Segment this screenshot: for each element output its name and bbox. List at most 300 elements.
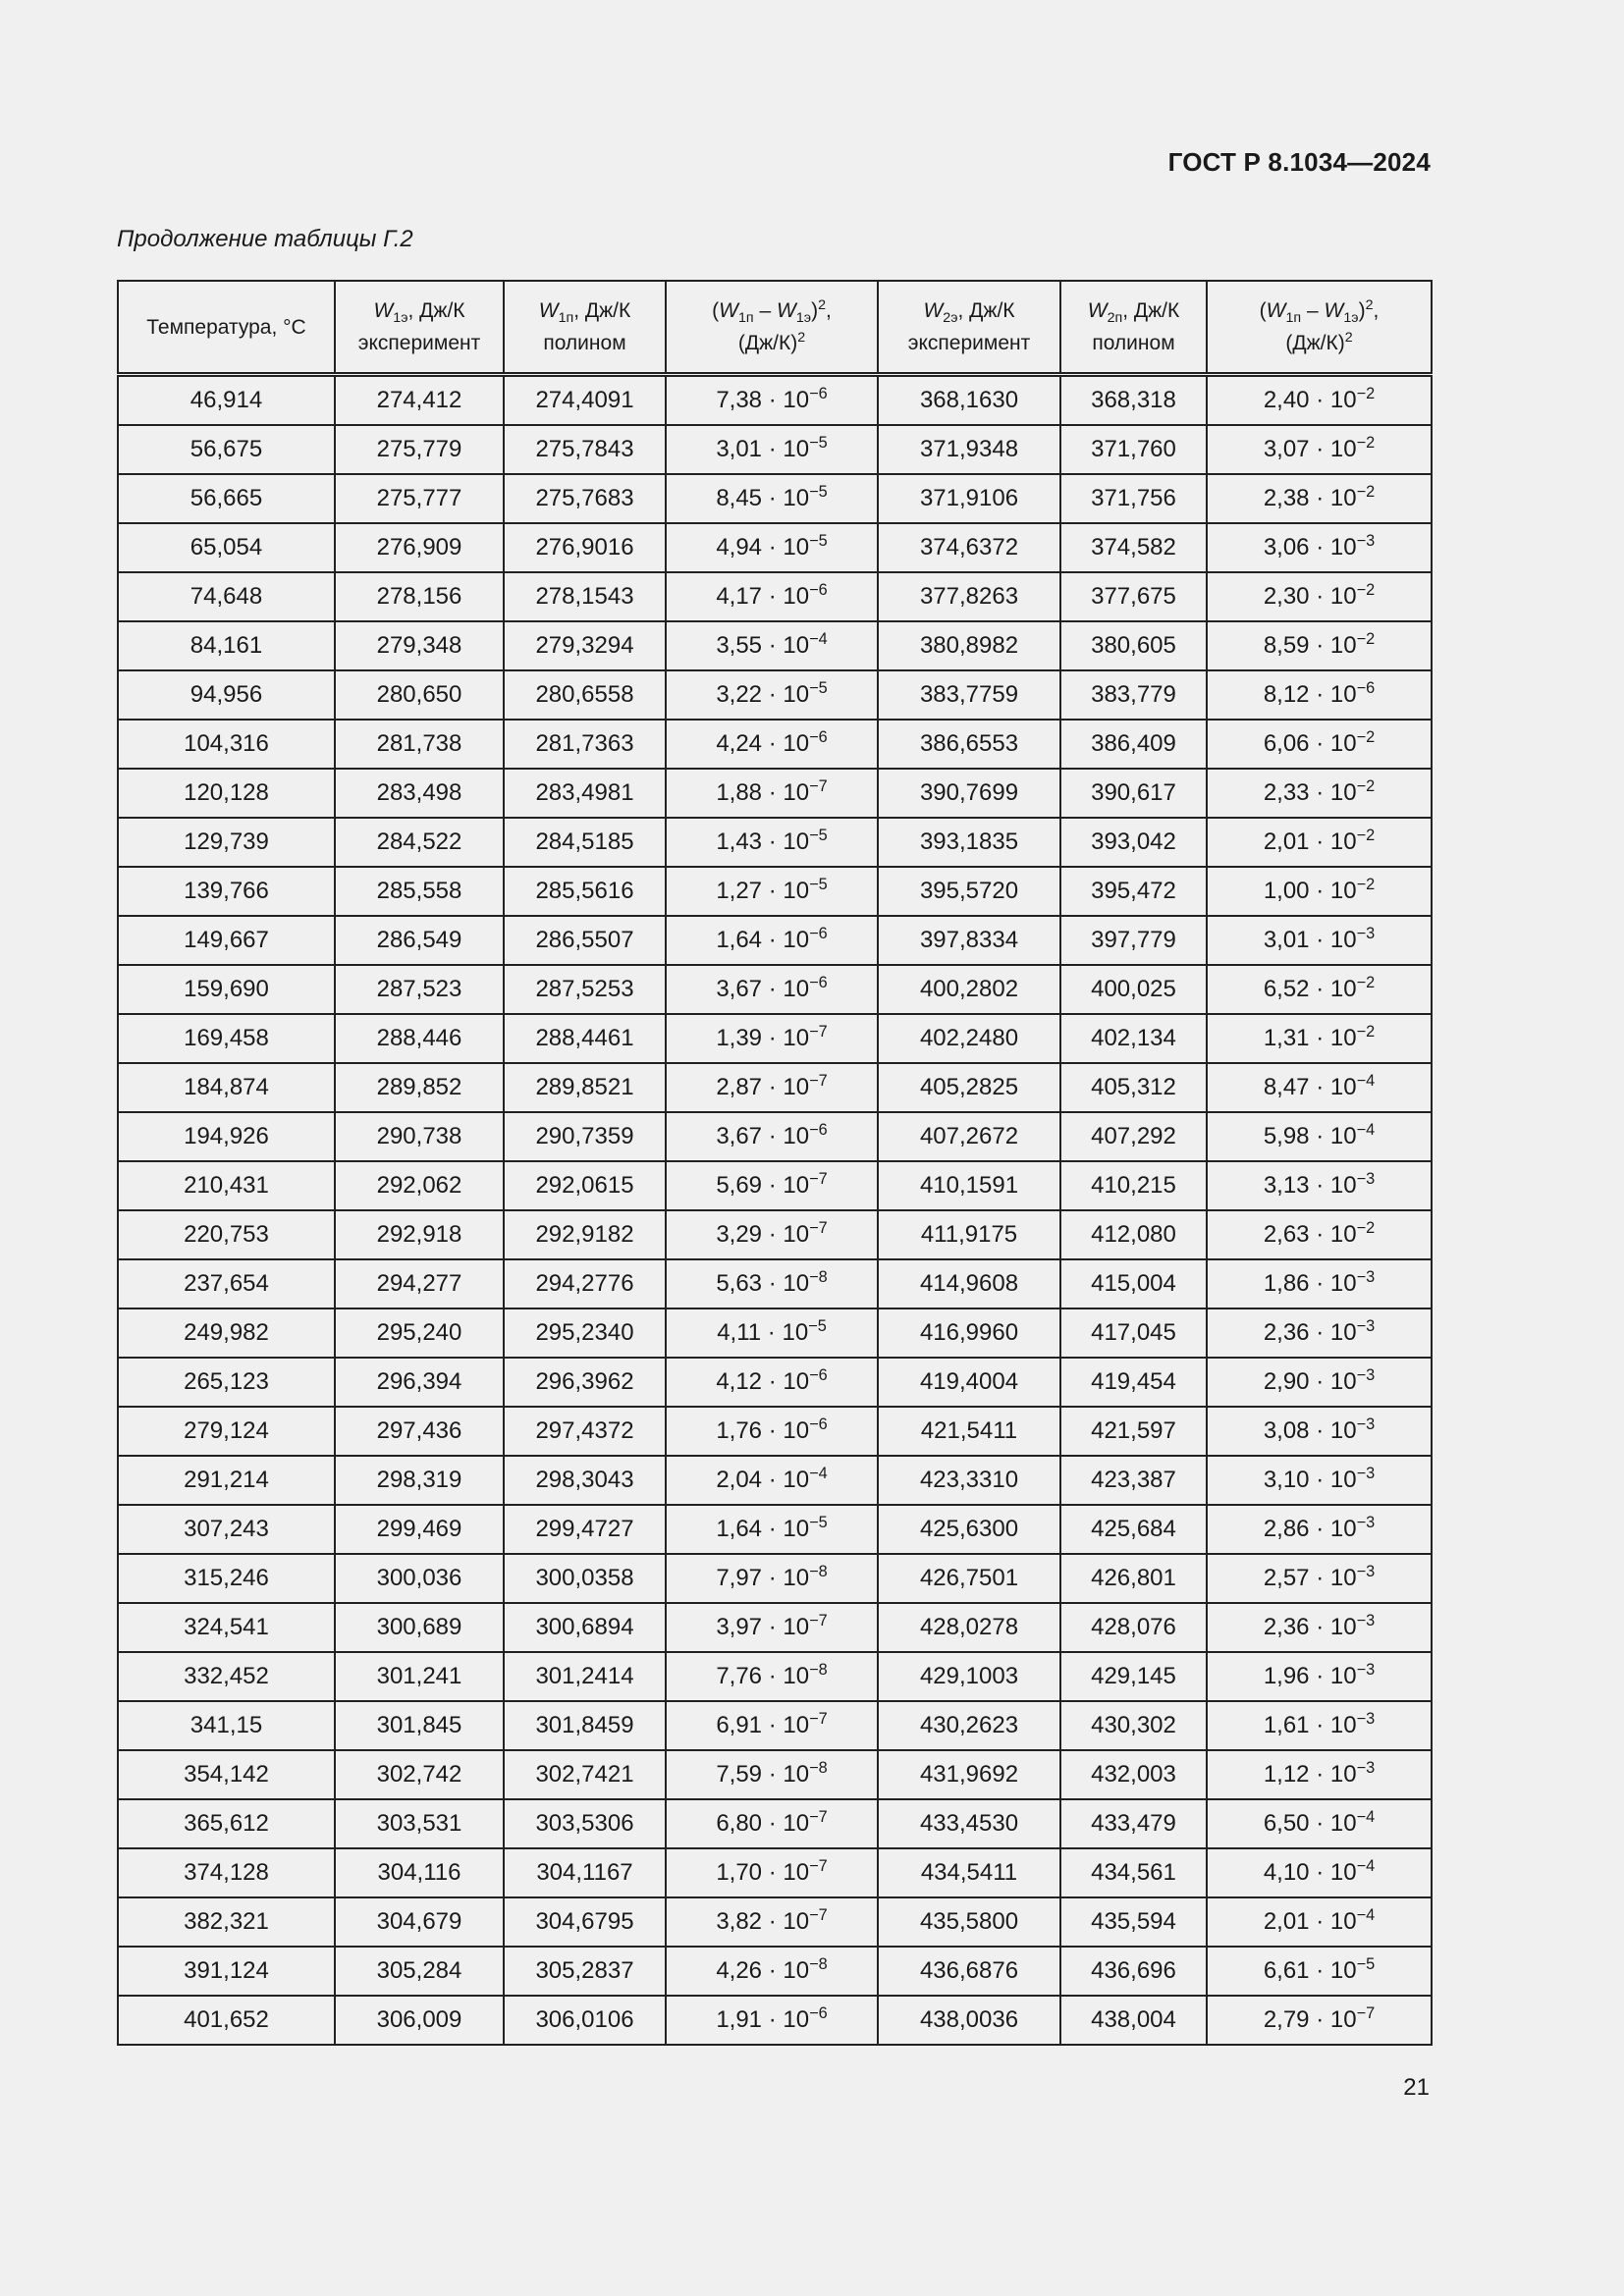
cell-squared-difference-2: [1207, 1750, 1432, 1799]
cell-squared-difference-2: [1207, 425, 1432, 474]
cell-w1p: 289,8521: [504, 1063, 666, 1112]
times-ten: · 10: [1309, 2006, 1357, 2033]
mantissa: 1,86: [1263, 1270, 1310, 1297]
mantissa: 5,69: [716, 1172, 763, 1199]
cell-temperature: 249,982: [118, 1308, 335, 1358]
cell-w1p: 294,2776: [504, 1259, 666, 1308]
cell-w2e: 421,5411: [878, 1407, 1060, 1456]
table-row: [118, 1112, 1432, 1161]
cell-squared-difference-1: [666, 1407, 878, 1456]
cell-temperature: 139,766: [118, 867, 335, 916]
cell-squared-difference-2: [1207, 1407, 1432, 1456]
cell-squared-difference-2: [1207, 1210, 1432, 1259]
cell-temperature: 65,054: [118, 523, 335, 572]
table-row: [118, 1897, 1432, 1947]
cell-w2p: 368,318: [1060, 375, 1207, 426]
times-ten: · 10: [1309, 1516, 1357, 1542]
cell-w2p: 415,004: [1060, 1259, 1207, 1308]
table-row: [118, 670, 1432, 720]
times-ten: · 10: [762, 976, 810, 1002]
cell-w2p: 380,605: [1060, 621, 1207, 670]
power: 2: [818, 297, 826, 313]
cell-squared-difference-1: [666, 818, 878, 867]
cell-w2e: 423,3310: [878, 1456, 1060, 1505]
header-sublabel: полином: [543, 332, 626, 354]
cell-w2p: 425,684: [1060, 1505, 1207, 1554]
cell-squared-difference-1: [666, 867, 878, 916]
mantissa: 2,87: [716, 1074, 763, 1100]
times-ten: · 10: [762, 583, 810, 610]
cell-squared-difference-1: [666, 375, 878, 426]
mantissa: 3,67: [716, 1123, 763, 1149]
table-row: [118, 1799, 1432, 1848]
exponent: −7: [809, 777, 828, 795]
cell-w2e: 371,9348: [878, 425, 1060, 474]
cell-temperature: 365,612: [118, 1799, 335, 1848]
cell-squared-difference-2: [1207, 1603, 1432, 1652]
cell-squared-difference-2: [1207, 1848, 1432, 1897]
table-row: [118, 425, 1432, 474]
cell-squared-difference-1: [666, 474, 878, 523]
cell-w1e: 296,394: [335, 1358, 504, 1407]
cell-temperature: 315,246: [118, 1554, 335, 1603]
cell-w2e: 383,7759: [878, 670, 1060, 720]
cell-squared-difference-2: [1207, 1358, 1432, 1407]
cell-w1e: 292,062: [335, 1161, 504, 1210]
exponent: −7: [809, 1219, 828, 1237]
table-row: [118, 1308, 1432, 1358]
mantissa: 8,59: [1263, 632, 1310, 659]
mantissa: 3,01: [1263, 927, 1310, 953]
exponent: −2: [1356, 630, 1376, 648]
mantissa: 3,82: [716, 1908, 763, 1935]
times-ten: · 10: [1309, 583, 1357, 610]
cell-w1e: 294,277: [335, 1259, 504, 1308]
cell-w2p: 374,582: [1060, 523, 1207, 572]
cell-w1p: 292,9182: [504, 1210, 666, 1259]
exponent: −6: [809, 581, 828, 599]
cell-w2e: 397,8334: [878, 916, 1060, 965]
cell-temperature: 129,739: [118, 818, 335, 867]
cell-squared-difference-1: [666, 916, 878, 965]
mantissa: 1,31: [1263, 1025, 1310, 1051]
cell-w2p: 412,080: [1060, 1210, 1207, 1259]
cell-squared-difference-2: [1207, 1701, 1432, 1750]
times-ten: · 10: [1309, 730, 1357, 757]
cell-w2e: 380,8982: [878, 621, 1060, 670]
header-row: [118, 281, 1432, 375]
times-ten: · 10: [762, 681, 810, 708]
cell-w1p: 283,4981: [504, 769, 666, 818]
cell-w2p: 435,594: [1060, 1897, 1207, 1947]
cell-temperature: 341,15: [118, 1701, 335, 1750]
exponent: −4: [809, 1465, 828, 1482]
mantissa: 6,61: [1263, 1957, 1310, 1984]
header-sublabel: полином: [1092, 332, 1175, 354]
symbol: W: [1087, 299, 1108, 322]
cell-w2p: 417,045: [1060, 1308, 1207, 1358]
times-ten: · 10: [1309, 1565, 1357, 1591]
mantissa: 8,45: [716, 485, 763, 511]
table-row: [118, 1750, 1432, 1799]
unit-power: 2: [797, 330, 806, 346]
cell-squared-difference-1: [666, 572, 878, 621]
times-ten: · 10: [762, 730, 810, 757]
mantissa: 1,00: [1263, 878, 1310, 904]
mantissa: 3,29: [716, 1221, 763, 1248]
times-ten: · 10: [1309, 1467, 1357, 1493]
cell-w1e: 288,446: [335, 1014, 504, 1063]
mantissa: 2,36: [1263, 1614, 1310, 1640]
cell-w1p: 300,0358: [504, 1554, 666, 1603]
cell-squared-difference-2: [1207, 867, 1432, 916]
cell-w2e: 435,5800: [878, 1897, 1060, 1947]
times-ten: · 10: [1309, 1221, 1357, 1248]
table-row: [118, 818, 1432, 867]
times-ten: · 10: [762, 485, 810, 511]
cell-squared-difference-1: [666, 425, 878, 474]
mantissa: 3,07: [1263, 436, 1310, 462]
document-code: ГОСТ Р 8.1034—2024: [1167, 147, 1431, 177]
exponent: −6: [809, 1415, 828, 1433]
cell-w2e: 371,9106: [878, 474, 1060, 523]
cell-w1e: 292,918: [335, 1210, 504, 1259]
cell-temperature: 169,458: [118, 1014, 335, 1063]
times-ten: · 10: [1309, 1074, 1357, 1100]
cell-temperature: 401,652: [118, 1996, 335, 2045]
cell-w2e: 411,9175: [878, 1210, 1060, 1259]
times-ten: · 10: [762, 828, 810, 855]
cell-temperature: 374,128: [118, 1848, 335, 1897]
unit: (Дж/К): [1285, 332, 1345, 354]
cell-w1p: 295,2340: [504, 1308, 666, 1358]
exponent: −6: [809, 1366, 828, 1384]
cell-squared-difference-1: [666, 621, 878, 670]
cell-squared-difference-1: [666, 1358, 878, 1407]
cell-w1p: 275,7843: [504, 425, 666, 474]
exponent: −4: [1356, 1857, 1376, 1875]
cell-squared-difference-2: [1207, 1947, 1432, 1996]
mantissa: 6,52: [1263, 976, 1310, 1002]
cell-squared-difference-2: [1207, 1505, 1432, 1554]
exponent: −6: [809, 1121, 828, 1139]
cell-squared-difference-2: [1207, 1554, 1432, 1603]
mantissa: 2,40: [1263, 387, 1310, 413]
table-body: [118, 375, 1432, 2046]
mantissa: 4,26: [716, 1957, 763, 1984]
symbol: W: [1324, 299, 1344, 322]
cell-temperature: 332,452: [118, 1652, 335, 1701]
cell-temperature: 46,914: [118, 375, 335, 426]
mantissa: 3,10: [1263, 1467, 1310, 1493]
cell-w1p: 285,5616: [504, 867, 666, 916]
cell-squared-difference-1: [666, 769, 878, 818]
cell-w2p: 386,409: [1060, 720, 1207, 769]
exponent: −7: [809, 1612, 828, 1629]
cell-squared-difference-1: [666, 1112, 878, 1161]
mantissa: 7,59: [716, 1761, 763, 1788]
cell-w2e: 410,1591: [878, 1161, 1060, 1210]
exponent: −2: [1356, 483, 1376, 501]
exponent: −6: [809, 728, 828, 746]
cell-squared-difference-2: [1207, 916, 1432, 965]
cell-w2e: 407,2672: [878, 1112, 1060, 1161]
cell-w2e: 430,2623: [878, 1701, 1060, 1750]
times-ten: · 10: [1309, 1859, 1357, 1886]
cell-w1e: 284,522: [335, 818, 504, 867]
times-ten: · 10: [1309, 1368, 1357, 1395]
mantissa: 6,80: [716, 1810, 763, 1837]
mantissa: 3,55: [716, 632, 763, 659]
exponent: −3: [1356, 1366, 1376, 1384]
cell-squared-difference-2: [1207, 965, 1432, 1014]
cell-squared-difference-2: [1207, 818, 1432, 867]
exponent: −5: [809, 1514, 828, 1531]
cell-w2p: 421,597: [1060, 1407, 1207, 1456]
cell-w1p: 280,6558: [504, 670, 666, 720]
cell-w2p: 393,042: [1060, 818, 1207, 867]
exponent: −6: [809, 974, 828, 991]
page-number: 21: [1403, 2074, 1430, 2101]
mantissa: 4,11: [717, 1319, 762, 1346]
cell-w1e: 279,348: [335, 621, 504, 670]
times-ten: · 10: [1309, 485, 1357, 511]
times-ten: · 10: [762, 779, 810, 806]
times-ten: · 10: [1309, 1123, 1357, 1149]
times-ten: · 10: [1309, 1319, 1357, 1346]
exponent: −3: [1356, 1268, 1376, 1286]
times-ten: · 10: [1309, 387, 1357, 413]
cell-w1e: 300,036: [335, 1554, 504, 1603]
exponent: −3: [1356, 1465, 1376, 1482]
exponent: −8: [809, 1268, 828, 1286]
cell-w2p: 371,760: [1060, 425, 1207, 474]
symbol-subscript: 1э: [1343, 310, 1359, 327]
unit: (Дж/К): [737, 332, 798, 354]
exponent: −8: [809, 1955, 828, 1973]
cell-w1e: 289,852: [335, 1063, 504, 1112]
cell-w1e: 274,412: [335, 375, 504, 426]
cell-squared-difference-2: [1207, 1897, 1432, 1947]
table-row: [118, 375, 1432, 426]
cell-w1e: 304,679: [335, 1897, 504, 1947]
exponent: −2: [1356, 434, 1376, 452]
exponent: −4: [1356, 1072, 1376, 1090]
table-row: [118, 572, 1432, 621]
cell-w1e: 283,498: [335, 769, 504, 818]
cell-w2e: 395,5720: [878, 867, 1060, 916]
unit: , Дж/К: [1122, 299, 1180, 322]
table-row: [118, 474, 1432, 523]
cell-w1p: 301,8459: [504, 1701, 666, 1750]
times-ten: · 10: [762, 632, 810, 659]
column-header-w1p-polynomial: [504, 281, 666, 375]
cell-temperature: 391,124: [118, 1947, 335, 1996]
cell-w2e: 414,9608: [878, 1259, 1060, 1308]
exponent: −2: [1356, 827, 1376, 844]
cell-squared-difference-2: [1207, 1996, 1432, 2045]
times-ten: · 10: [762, 1565, 810, 1591]
times-ten: · 10: [762, 1172, 810, 1199]
mantissa: 2,30: [1263, 583, 1310, 610]
times-ten: · 10: [1309, 1417, 1357, 1444]
times-ten: · 10: [1309, 1712, 1357, 1738]
exponent: −7: [809, 1808, 828, 1826]
table-row: [118, 1701, 1432, 1750]
column-header-w1e-experiment: [335, 281, 504, 375]
symbol: W: [373, 299, 394, 322]
cell-squared-difference-1: [666, 1554, 878, 1603]
cell-squared-difference-1: [666, 1996, 878, 2045]
mantissa: 1,64: [716, 1516, 763, 1542]
cell-temperature: 354,142: [118, 1750, 335, 1799]
symbol-subscript: 2э: [943, 310, 958, 327]
cell-w2p: 377,675: [1060, 572, 1207, 621]
cell-temperature: 220,753: [118, 1210, 335, 1259]
times-ten: · 10: [762, 1908, 810, 1935]
table-row: [118, 1947, 1432, 1996]
times-ten: · 10: [761, 1319, 809, 1346]
mantissa: 6,91: [716, 1712, 763, 1738]
times-ten: · 10: [762, 927, 810, 953]
table-row: [118, 965, 1432, 1014]
cell-squared-difference-2: [1207, 1014, 1432, 1063]
mantissa: 2,57: [1263, 1565, 1310, 1591]
cell-w2p: 402,134: [1060, 1014, 1207, 1063]
times-ten: · 10: [1309, 681, 1357, 708]
exponent: −7: [809, 1023, 828, 1041]
cell-w1p: 296,3962: [504, 1358, 666, 1407]
times-ten: · 10: [1309, 1663, 1357, 1689]
cell-w1p: 297,4372: [504, 1407, 666, 1456]
cell-squared-difference-2: [1207, 720, 1432, 769]
cell-w2e: 438,0036: [878, 1996, 1060, 2045]
cell-w1e: 301,845: [335, 1701, 504, 1750]
cell-squared-difference-1: [666, 1750, 878, 1799]
column-header-temperature: [118, 281, 335, 375]
exponent: −6: [1356, 679, 1376, 697]
cell-w2p: 383,779: [1060, 670, 1207, 720]
column-header-squared-difference-1: $(W_{1п} - W_{1э})^2$, $(Дж/К)^2$: [666, 281, 878, 375]
exponent: −7: [809, 1906, 828, 1924]
unit-power: 2: [1344, 330, 1353, 346]
header-sublabel: эксперимент: [357, 332, 481, 354]
cell-w1e: 285,558: [335, 867, 504, 916]
cell-w2e: 386,6553: [878, 720, 1060, 769]
cell-squared-difference-1: [666, 1947, 878, 1996]
power: 2: [1365, 297, 1374, 313]
cell-squared-difference-2: [1207, 769, 1432, 818]
times-ten: · 10: [762, 1025, 810, 1051]
cell-w1e: 298,319: [335, 1456, 504, 1505]
cell-w2p: 426,801: [1060, 1554, 1207, 1603]
cell-w1p: 304,1167: [504, 1848, 666, 1897]
cell-temperature: 120,128: [118, 769, 335, 818]
cell-squared-difference-1: [666, 523, 878, 572]
header-sublabel: эксперимент: [907, 332, 1031, 354]
exponent: −3: [1356, 1514, 1376, 1531]
cell-w2p: 419,454: [1060, 1358, 1207, 1407]
cell-w2e: 433,4530: [878, 1799, 1060, 1848]
exponent: −2: [1356, 974, 1376, 991]
table-row: [118, 1505, 1432, 1554]
mantissa: 1,96: [1263, 1663, 1310, 1689]
exponent: −5: [809, 876, 828, 893]
cell-w2e: 400,2802: [878, 965, 1060, 1014]
table-row: [118, 867, 1432, 916]
cell-squared-difference-2: [1207, 1161, 1432, 1210]
cell-w2e: 368,1630: [878, 375, 1060, 426]
table-row: [118, 1407, 1432, 1456]
cell-temperature: 194,926: [118, 1112, 335, 1161]
mantissa: 6,50: [1263, 1810, 1310, 1837]
mantissa: 1,70: [716, 1859, 763, 1886]
exponent: −7: [809, 1857, 828, 1875]
cell-w2p: 405,312: [1060, 1063, 1207, 1112]
cell-w2e: 429,1003: [878, 1652, 1060, 1701]
cell-squared-difference-2: [1207, 670, 1432, 720]
cell-w1e: 278,156: [335, 572, 504, 621]
column-header-w2e-experiment: [878, 281, 1060, 375]
cell-w1e: 276,909: [335, 523, 504, 572]
exponent: −5: [809, 483, 828, 501]
mantissa: 5,98: [1263, 1123, 1310, 1149]
cell-temperature: 56,675: [118, 425, 335, 474]
column-header-w2p-polynomial: [1060, 281, 1207, 375]
cell-w1p: 284,5185: [504, 818, 666, 867]
cell-w1p: 287,5253: [504, 965, 666, 1014]
cell-w2p: 407,292: [1060, 1112, 1207, 1161]
exponent: −2: [1356, 385, 1376, 402]
times-ten: · 10: [762, 1761, 810, 1788]
data-table: [117, 280, 1433, 2046]
times-ten: · 10: [1309, 1172, 1357, 1199]
times-ten: · 10: [1309, 632, 1357, 659]
exponent: −3: [1356, 925, 1376, 942]
cell-squared-difference-1: [666, 1701, 878, 1750]
exponent: −7: [809, 1710, 828, 1728]
mantissa: 2,04: [716, 1467, 763, 1493]
cell-w2e: 416,9960: [878, 1308, 1060, 1358]
table-row: [118, 1603, 1432, 1652]
exponent: −4: [1356, 1121, 1376, 1139]
cell-w1p: 279,3294: [504, 621, 666, 670]
cell-w1e: 286,549: [335, 916, 504, 965]
mantissa: 2,01: [1263, 1908, 1310, 1935]
mantissa: 4,10: [1263, 1859, 1310, 1886]
times-ten: · 10: [1309, 1957, 1357, 1984]
cell-temperature: 184,874: [118, 1063, 335, 1112]
times-ten: · 10: [762, 1417, 810, 1444]
times-ten: · 10: [1309, 1270, 1357, 1297]
mantissa: 5,63: [716, 1270, 763, 1297]
symbol-subscript: 1п: [1285, 310, 1302, 327]
cell-w1e: 290,738: [335, 1112, 504, 1161]
cell-w2p: 434,561: [1060, 1848, 1207, 1897]
cell-w2p: 395,472: [1060, 867, 1207, 916]
table-row: [118, 1014, 1432, 1063]
cell-squared-difference-1: [666, 1505, 878, 1554]
cell-w2p: 410,215: [1060, 1161, 1207, 1210]
cell-w2e: 393,1835: [878, 818, 1060, 867]
times-ten: · 10: [762, 1957, 810, 1984]
table-row: [118, 1210, 1432, 1259]
cell-temperature: 307,243: [118, 1505, 335, 1554]
mantissa: 6,06: [1263, 730, 1310, 757]
cell-w1e: 295,240: [335, 1308, 504, 1358]
cell-squared-difference-1: [666, 965, 878, 1014]
symbol-subscript: 2п: [1107, 310, 1123, 327]
